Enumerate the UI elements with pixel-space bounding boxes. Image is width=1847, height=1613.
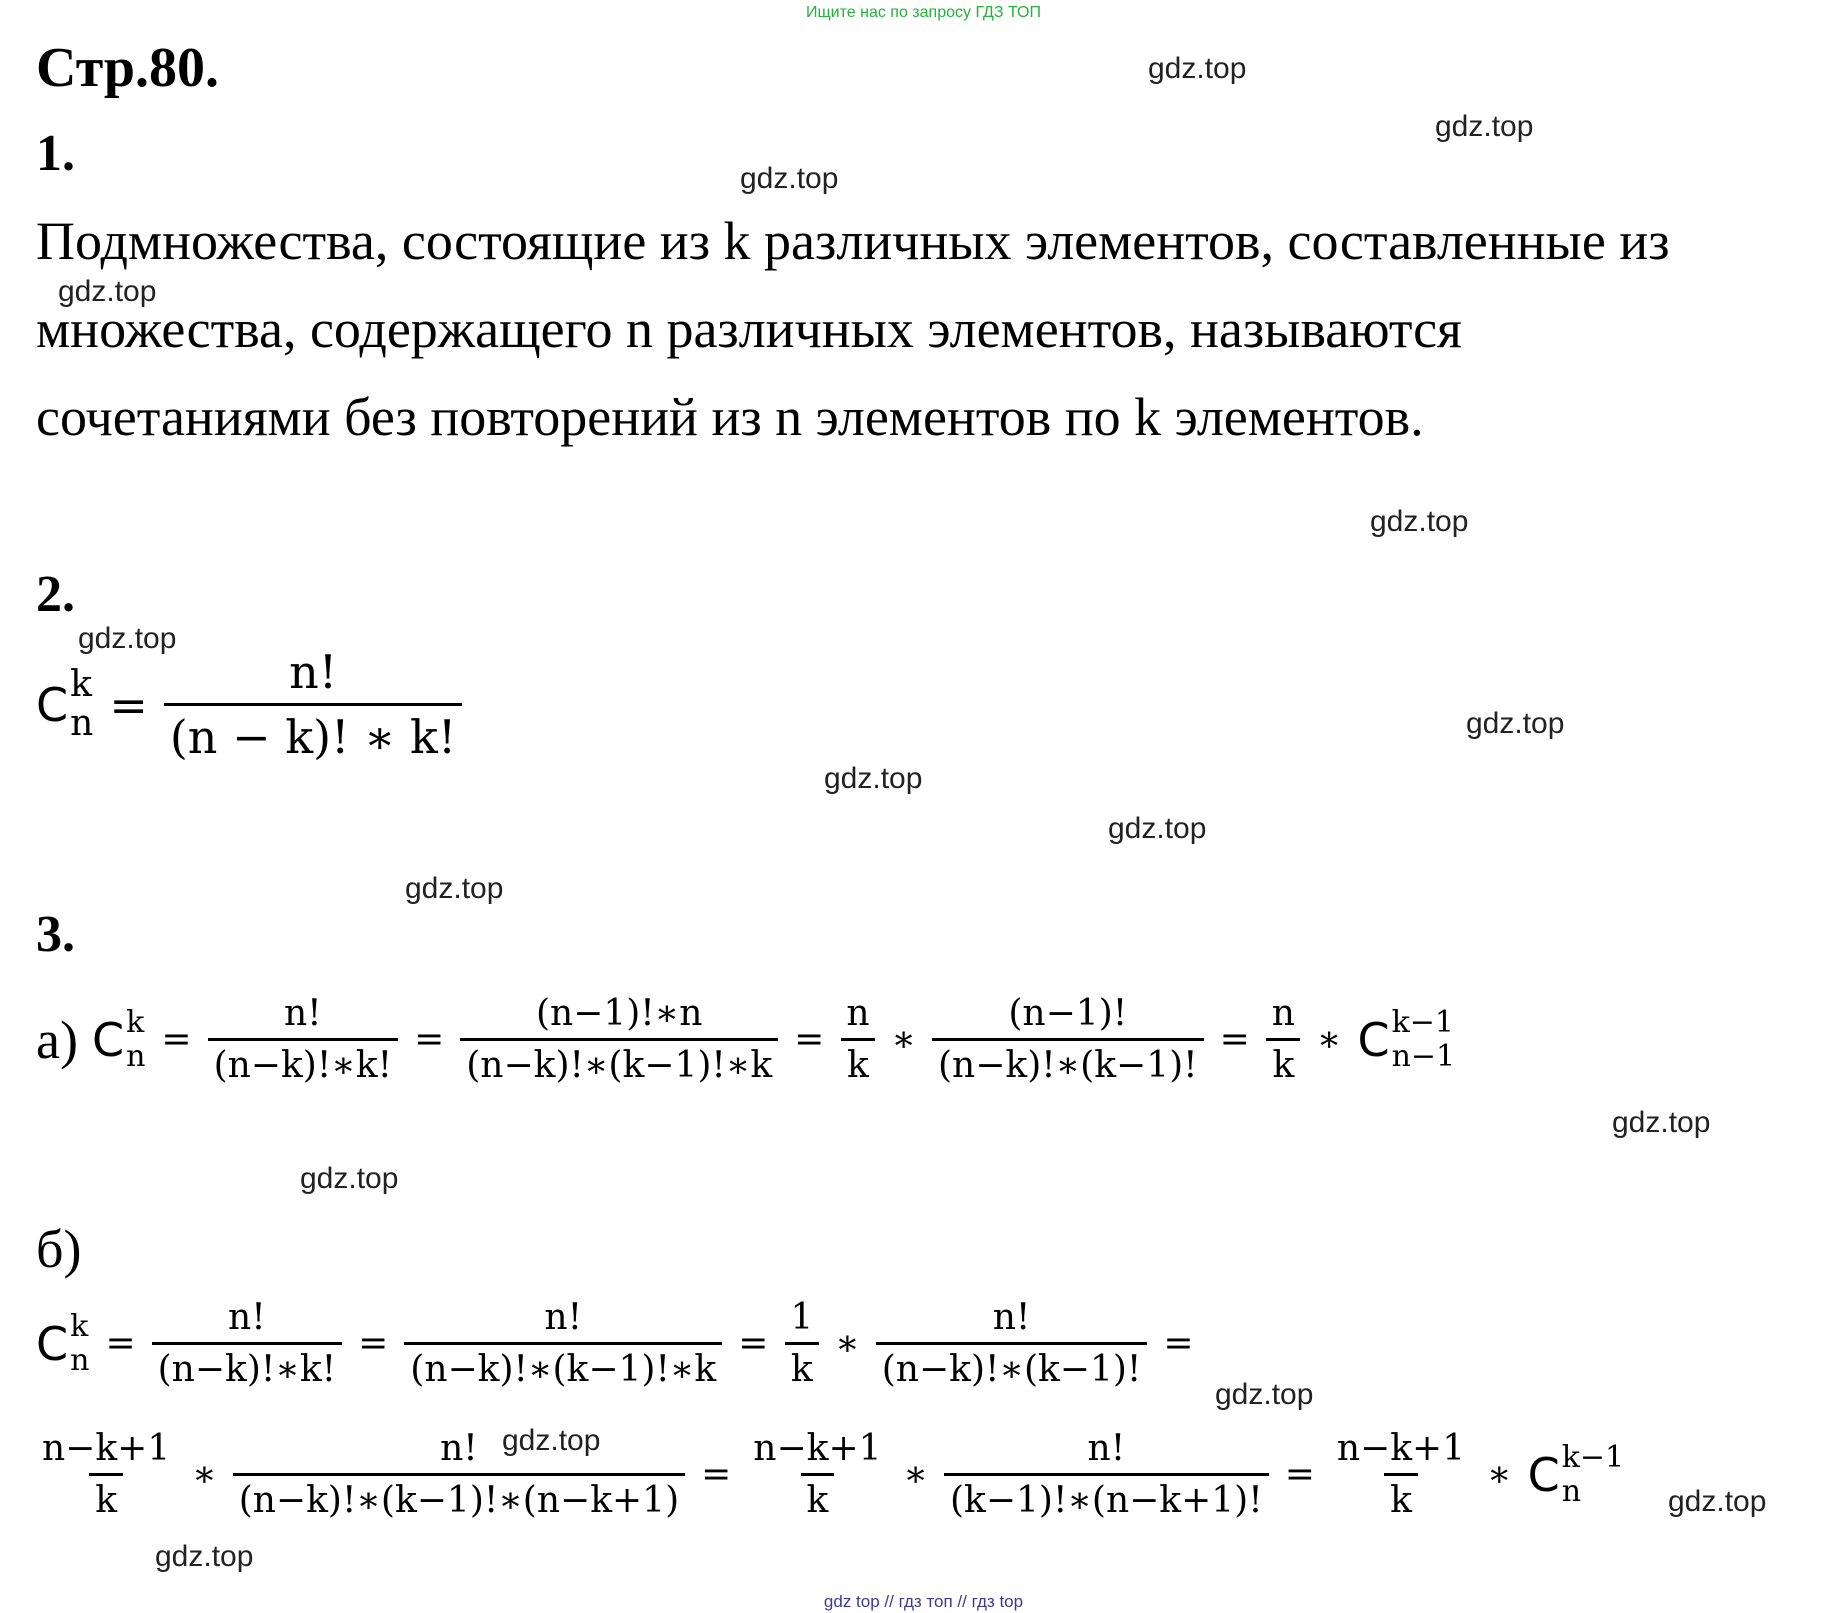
section-1-line-1: Подмножества, состоящие из k различных элементов, составленные из [36, 211, 1670, 271]
denominator: (n−k)!∗(k−1)! [932, 1038, 1204, 1086]
denominator: k [1384, 1473, 1418, 1521]
combination-symbol [36, 663, 94, 744]
numerator: n [846, 993, 870, 1034]
watermark: gdz.top [405, 872, 504, 905]
combination-symbol [36, 1309, 90, 1378]
fraction [784, 1297, 819, 1390]
numerator: n−k+1 [1336, 1428, 1466, 1469]
fraction [1266, 993, 1301, 1086]
denominator: k [89, 1473, 123, 1521]
equals-sign: = [358, 1323, 389, 1364]
c-letter: C [36, 677, 69, 732]
section-1-line-2: множества, содержащего n различных элементов, называются [36, 299, 1462, 359]
section-3-number: 3. [36, 906, 75, 963]
subscript: n [70, 702, 94, 744]
c-letter: C [36, 1316, 69, 1371]
numerator: n! [440, 1428, 478, 1469]
watermark: gdz.top [1668, 1485, 1767, 1518]
fraction [747, 1428, 887, 1521]
multiply-sign: ∗ [903, 1454, 928, 1495]
denominator: (n−k)!∗(k−1)! [876, 1342, 1148, 1390]
part-a-label: а) [36, 1009, 78, 1070]
combination-symbol [1357, 1005, 1456, 1074]
subscript: n−1 [1391, 1038, 1456, 1074]
combination-symbol [91, 1005, 146, 1074]
denominator: (n−k)!∗(k−1)!∗k [460, 1038, 778, 1086]
watermark: gdz.top [58, 275, 157, 308]
watermark: gdz.top [1215, 1378, 1314, 1411]
superscript: k [70, 1309, 89, 1344]
fraction [208, 993, 398, 1086]
derivation-a [36, 993, 1455, 1086]
fraction [1331, 1428, 1471, 1521]
fraction [932, 993, 1204, 1086]
denominator: (k−1)!∗(n−k+1)! [944, 1473, 1269, 1521]
equals-sign: = [701, 1454, 732, 1495]
combination-symbol [1527, 1440, 1625, 1509]
watermark: gdz.top [1148, 52, 1247, 85]
watermark: gdz.top [1612, 1106, 1711, 1139]
fraction [460, 993, 778, 1086]
denominator: k [841, 1038, 875, 1086]
watermark: gdz.top [155, 1540, 254, 1573]
superscript: k−1 [1391, 1005, 1454, 1040]
superscript: k [70, 663, 92, 705]
fraction [152, 1297, 342, 1390]
equals-sign: = [1284, 1454, 1315, 1495]
derivation-b-line-2 [36, 1428, 1624, 1521]
superscript: k−1 [1561, 1440, 1625, 1475]
part-b-label: б) [36, 1219, 82, 1279]
section-1-number: 1. [36, 125, 75, 182]
numerator: n [1271, 993, 1295, 1034]
watermark: gdz.top [1108, 812, 1207, 845]
fraction [876, 1297, 1148, 1390]
multiply-sign: ∗ [835, 1323, 860, 1364]
numerator: n! [283, 993, 322, 1034]
watermark: gdz.top [824, 762, 923, 795]
equals-sign: = [1163, 1323, 1194, 1364]
multiply-sign: ∗ [1487, 1454, 1512, 1495]
subscript: n [126, 1038, 146, 1074]
numerator: 1 [790, 1297, 814, 1338]
section-1-line-3: сочетаниями без повторений из n элементов по k элементов. [36, 387, 1424, 447]
equals-sign: = [161, 1019, 192, 1060]
multiply-sign: ∗ [1316, 1019, 1342, 1060]
fraction [840, 993, 875, 1086]
watermark: gdz.top [1435, 110, 1534, 143]
watermark: gdz.top [1466, 707, 1565, 740]
numerator: (n−1)! [1008, 993, 1128, 1034]
denominator: k [785, 1342, 819, 1390]
numerator: n! [1087, 1428, 1126, 1469]
derivation-b-line-1 [36, 1297, 1210, 1390]
footer-links: gdz top // гдз топ // гдз top [823, 1592, 1024, 1611]
superscript: k [126, 1005, 145, 1040]
denominator: (n − k)! ∗ k! [164, 703, 463, 764]
subscript: n [70, 1342, 90, 1378]
numerator: n! [289, 645, 338, 699]
fraction [164, 645, 463, 764]
subscript: n [1561, 1473, 1582, 1509]
combination-formula [36, 645, 462, 764]
fraction [36, 1428, 176, 1521]
numerator: n! [544, 1297, 583, 1338]
denominator: k [1266, 1038, 1300, 1086]
c-letter: C [1527, 1447, 1560, 1502]
c-letter: C [91, 1012, 125, 1067]
equals-sign: = [414, 1019, 445, 1060]
numerator: n−k+1 [753, 1428, 882, 1469]
page-heading: Стр.80. [36, 37, 220, 99]
numerator: n! [992, 1297, 1031, 1338]
equals-sign: = [794, 1019, 825, 1060]
equals-sign: = [738, 1323, 769, 1364]
denominator: (n−k)!∗(k−1)!∗(n−k+1) [233, 1473, 685, 1521]
c-letter: C [1357, 1012, 1390, 1067]
denominator: k [801, 1473, 835, 1521]
denominator: (n−k)!∗k! [152, 1342, 342, 1390]
numerator: n−k+1 [42, 1428, 171, 1469]
equals-sign: = [1219, 1019, 1250, 1060]
watermark: gdz.top [740, 162, 839, 195]
equals-sign: = [105, 1323, 136, 1364]
numerator: n! [228, 1297, 266, 1338]
denominator: (n−k)!∗(k−1)!∗k [404, 1342, 722, 1390]
fraction [233, 1428, 685, 1521]
watermark: gdz.top [502, 1424, 601, 1457]
multiply-sign: ∗ [192, 1454, 217, 1495]
numerator: (n−1)!∗n [535, 993, 703, 1034]
section-2-number: 2. [36, 566, 75, 623]
watermark: gdz.top [300, 1162, 399, 1195]
fraction [404, 1297, 722, 1390]
watermark: gdz.top [1370, 505, 1469, 538]
denominator: (n−k)!∗k! [208, 1038, 398, 1086]
fraction [944, 1428, 1269, 1521]
equals-sign: = [109, 677, 148, 732]
multiply-sign: ∗ [891, 1019, 916, 1060]
search-banner: Ищите нас по запросу ГДЗ ТОП [806, 4, 1041, 21]
watermark: gdz.top [78, 622, 177, 655]
